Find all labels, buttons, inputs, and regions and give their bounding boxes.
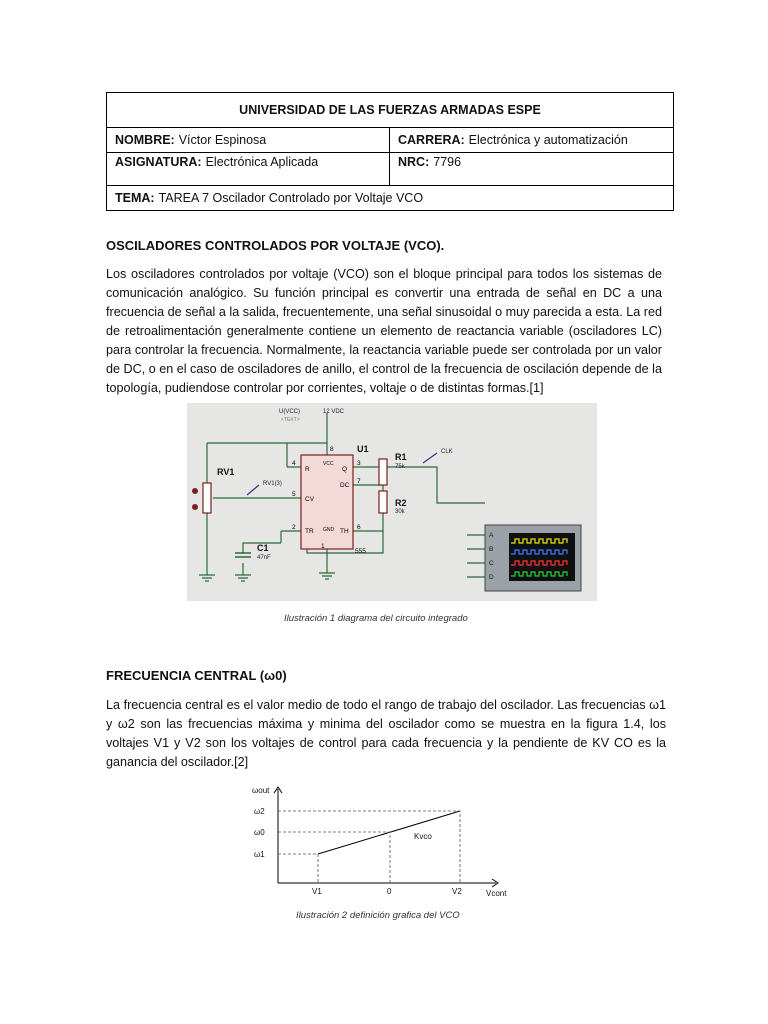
topic-label: TEMA: [115, 191, 155, 205]
name-cell [107, 128, 390, 152]
figure1-caption: Ilustración 1 diagrama del circuito integrado [284, 613, 468, 624]
pin-vcc-label: VCC [323, 461, 334, 467]
w0-label: ω0 [254, 828, 265, 837]
pin-3-number: 3 [357, 460, 361, 467]
v2-label: V2 [452, 887, 462, 896]
u1-label: U1 [357, 444, 369, 454]
header-table [106, 92, 674, 211]
c1-value: 47nF [257, 555, 271, 561]
circuit-svg [187, 403, 597, 601]
pin-7-number: 7 [357, 478, 361, 485]
subject-value: Electrónica Aplicada [205, 155, 319, 169]
section2-heading: FRECUENCIA CENTRAL (ω0) [106, 668, 287, 683]
vco-graph-svg [250, 783, 520, 898]
w2-label: ω2 [254, 807, 265, 816]
figure2-caption: Ilustración 2 definición grafica del VCO [296, 910, 460, 921]
pin-dc-label: DC [340, 482, 350, 489]
slope-label: Kvco [414, 832, 432, 841]
clk-label: CLK [441, 449, 453, 455]
v1-label: V1 [312, 887, 322, 896]
pin-8-number: 8 [330, 446, 334, 453]
uvcc-label: U(VCC) [279, 409, 300, 415]
scope-c-label: C [489, 560, 494, 567]
pin-2-number: 2 [292, 524, 296, 531]
chip-555-label: 555 [355, 548, 366, 555]
header-row-topic [107, 186, 673, 210]
w1-label: ω1 [254, 850, 265, 859]
career-label: CARRERA: [398, 133, 465, 147]
pin-4-number: 4 [292, 460, 296, 467]
zero-label: 0 [387, 887, 392, 896]
vco-graph [250, 783, 520, 898]
career-value: Electrónica y automatización [468, 133, 628, 147]
subject-cell [107, 153, 390, 185]
scope-b-label: B [489, 546, 494, 553]
nrc-cell [390, 153, 673, 185]
section1-body: Los osciladores controlados por voltaje (VCO) son el bloque principal para todos los sistemas de comunicación analógico. Su función principal es convertir una entrada de señal en DC a una frecuencia de señal a la salida, frecuentemente, una señal sinusoidal o muy parecida a esta. La red de retroalimentación generalmente contiene un elemento de reactancia variable (osciladores LC) para controlar la frecuencia. Normalmente, la reactancia variable puede ser controlada por un valor de DC, o en el caso de osciladores de anillo, el control de la frecuencia de oscilación depende de la topología, pudiendose controlar por corrientes, voltaje o de distintas formas.[1] [106, 267, 662, 395]
pin-5-number: 5 [292, 491, 296, 498]
circuit-diagram [187, 403, 597, 601]
c1-label: C1 [257, 543, 269, 553]
y-axis-label: ωout [252, 786, 270, 795]
pin-tr-label: TR [305, 528, 314, 535]
pin-q-label: Q [342, 466, 348, 473]
name-label: NOMBRE: [115, 133, 175, 147]
subject-label: ASIGNATURA: [115, 155, 202, 169]
vdc-label: 12 VDC [323, 409, 345, 415]
topic-cell [107, 186, 431, 210]
pin-gnd-label: GND [323, 527, 335, 533]
scope-a-label: A [489, 532, 494, 539]
section2-body: La frecuencia central es el valor medio de todo el rango de trabajo del oscilador. Las frecuencias ω1 y ω2 son las frecuencias máxima y minima del oscilador como se muestra en la figura 1.4, los voltajes V1 y V2 son los voltajes de control para cada frecuencia y la pendiente de KV CO es la ganancia del oscilador.[2] [106, 698, 666, 769]
career-cell [390, 128, 673, 152]
topic-value: TAREA 7 Oscilador Controlado por Voltaje VCO [158, 191, 424, 205]
nrc-value: 7796 [433, 155, 462, 169]
header-row-subject [107, 153, 673, 186]
rv1-label: RV1 [217, 467, 235, 477]
pin-cv-label: CV [305, 496, 315, 503]
name-value: Víctor Espinosa [178, 133, 267, 147]
nrc-label: NRC: [398, 155, 430, 169]
pin-6-number: 6 [357, 524, 361, 531]
university-name: UNIVERSIDAD DE LAS FUERZAS ARMADAS ESPE [239, 103, 541, 117]
uvcc-text-placeholder: <TEXT> [281, 417, 300, 423]
r1-value: 75k [395, 464, 405, 470]
section1-heading: OSCILADORES CONTROLADOS POR VOLTAJE (VCO). [106, 238, 445, 253]
scope-d-label: D [489, 574, 494, 581]
rv1-probe-label: RV1(3) [263, 481, 282, 487]
r2-label: R2 [395, 498, 407, 508]
header-row-university [107, 93, 673, 128]
pin-1-number: 1 [321, 543, 325, 550]
r1-label: R1 [395, 452, 407, 462]
pin-th-label: TH [340, 528, 349, 535]
header-row-name [107, 128, 673, 153]
pin-r-label: R [305, 466, 310, 473]
x-axis-label: Vcont [486, 889, 507, 898]
r2-value: 30k [395, 509, 405, 515]
